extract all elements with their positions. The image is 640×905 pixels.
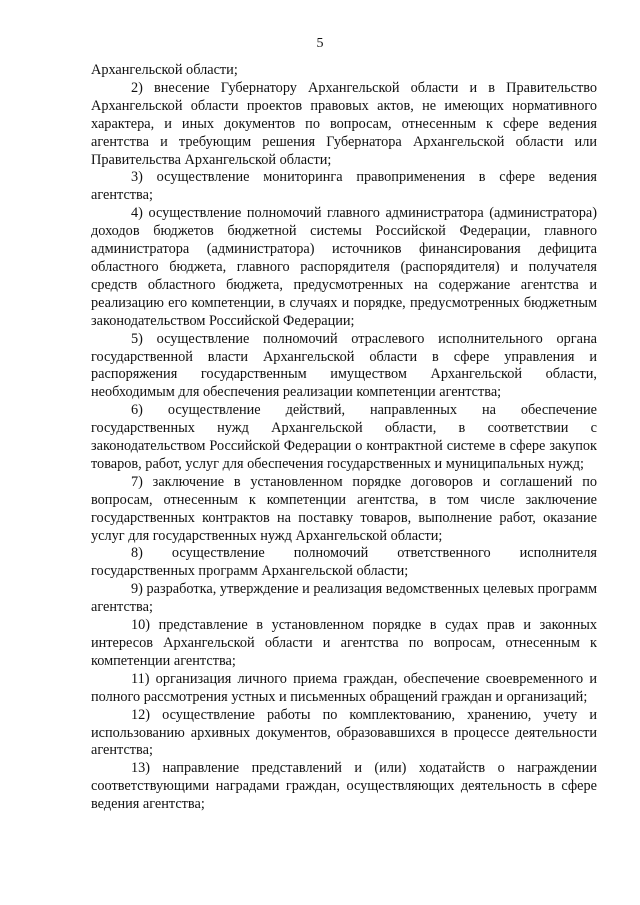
- paragraph-item-7: 7) заключение в установленном порядке договоров и соглашений по вопросам, отнесенным к компетенции агентства, в том числе заключение государственных контрактов на поставку товаров, выполнение работ, оказание услуг для государственных нужд Архангельской области;: [91, 473, 597, 544]
- paragraph-item-13: 13) направление представлений и (или) ходатайств о награждении соответствующими наградами граждан, осуществляющих деятельность в сфере ведения агентства;: [91, 760, 597, 813]
- paragraph-item-8: 8) осуществление полномочий ответственного исполнителя государственных программ Архангельской области;: [91, 545, 597, 580]
- paragraph-item-4: 4) осуществление полномочий главного администратора (администратора) доходов бюджетов бюджетной системы Российской Федерации, главного администратора (администратора) источников финансирования дефицита областного бюджета, главного распорядителя (распорядителя) и получателя средств областного бюджета, предусмотренных на содержание агентства и реализацию его компетенции, в случаях и порядке, предусмотренных бюджетным законодательством Российской Федерации;: [91, 205, 597, 329]
- paragraph-item-12: 12) осуществление работы по комплектованию, хранению, учету и использованию архивных документов, образовавшихся в процессе деятельности агентства;: [91, 706, 597, 759]
- paragraph-continuation: Архангельской области;: [91, 62, 238, 78]
- paragraph-item-5: 5) осуществление полномочий отраслевого исполнительного органа государственной власти Архангельской области в сфере управления и распоряжения государственным имуществом Архангельской области, необходимым для обеспечения реализации компетенции агентства;: [91, 330, 597, 401]
- paragraph-item-9: 9) разработка, утверждение и реализация ведомственных целевых программ агентства;: [91, 581, 597, 616]
- paragraph-item-2: 2) внесение Губернатору Архангельской области и в Правительство Архангельской области проектов правовых актов, не имеющих нормативного характера, и иных документов по вопросам, отнесенным к сфере ведения агентства и требующим решения Губернатора Архангельской области или Правительства Архангельской области;: [91, 79, 597, 168]
- paragraph-item-3: 3) осуществление мониторинга правоприменения в сфере ведения агентства;: [91, 169, 597, 204]
- document-body: [91, 62, 597, 814]
- paragraph-item-11: 11) организация личного приема граждан, обеспечение своевременного и полного рассмотрения устных и письменных обращений граждан и организаций;: [91, 670, 597, 705]
- page-number: 5: [316, 36, 324, 51]
- paragraph-item-6: 6) осуществление действий, направленных на обеспечение государственных нужд Архангельской области, в соответствии с законодательством Российской Федерации о контрактной системе в сфере закупок товаров, работ, услуг для обеспечения государственных и муниципальных нужд;: [91, 402, 597, 472]
- paragraph-item-10: 10) представление в установленном порядке в судах прав и законных интересов Архангельской области и агентства по вопросам, отнесенным к компетенции агентства;: [91, 617, 597, 669]
